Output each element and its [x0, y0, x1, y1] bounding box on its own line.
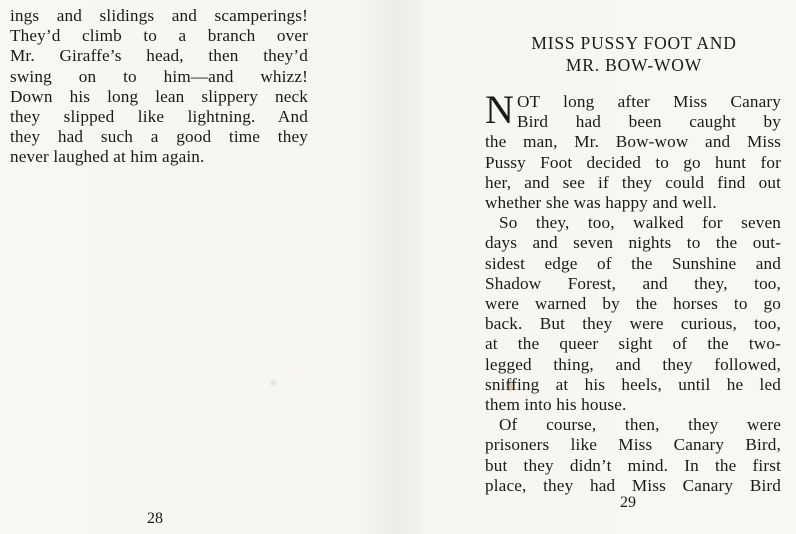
text-line: Of course, then, they were	[499, 415, 781, 435]
text-line: Bird had been caught by	[517, 112, 781, 132]
drop-cap-paragraph-start	[485, 87, 781, 132]
text-line: sniffing at his heels, until he led	[485, 374, 781, 394]
text-line: they slipped like lightning. And	[10, 107, 308, 127]
drop-cap: N	[485, 87, 514, 132]
text-line: were warned by the horses to go	[485, 294, 781, 314]
page-number-left: 28	[147, 510, 163, 527]
text-line: OT long after Miss Canary	[517, 92, 781, 111]
text-line: back. But they were curious, too,	[485, 314, 781, 334]
text-line: the man, Mr. Bow-wow and Miss	[485, 132, 781, 152]
right-page-text	[485, 87, 781, 496]
text-line: never laughed at him again.	[10, 147, 205, 167]
text-line: Shadow Forest, and they, too,	[485, 273, 781, 293]
text-line: ings and slidings and scamperings!	[10, 6, 308, 25]
text-line: them into his house.	[485, 395, 627, 415]
page-number-right: 29	[620, 494, 636, 511]
text-line: So they, too, walked for seven	[499, 213, 781, 233]
text-line: they had such a good time they	[10, 127, 308, 147]
chapter-title	[485, 32, 783, 76]
text-line: prisoners like Miss Canary Bird,	[485, 435, 781, 455]
text-line: whether she was happy and well.	[485, 193, 717, 213]
left-page-text	[10, 6, 308, 168]
text-line: Mr. Giraffe’s head, then they’d	[10, 46, 308, 66]
text-line: but they didn’t mind. In the first	[485, 455, 781, 475]
chapter-title-line-2: MR. BOW-WOW	[565, 55, 703, 75]
text-line: Pussy Foot decided to go hunt for	[485, 152, 781, 172]
text-line: Down his long lean slippery neck	[10, 86, 308, 106]
text-line: place, they had Miss Canary Bird	[485, 475, 781, 495]
chapter-title-line-1: MISS PUSSY FOOT AND	[531, 33, 737, 53]
text-line: sidest edge of the Sunshine and	[485, 253, 781, 273]
paper-stain	[270, 380, 276, 386]
text-line: swing on to him—and whizz!	[10, 66, 308, 86]
text-line: her, and see if they could find out	[485, 172, 781, 192]
text-line: days and seven nights to the out-	[485, 233, 781, 253]
text-line: They’d climb to a branch over	[10, 26, 308, 46]
text-line: legged thing, and they followed,	[485, 354, 781, 374]
text-line: at the queer sight of the two-	[485, 334, 781, 354]
